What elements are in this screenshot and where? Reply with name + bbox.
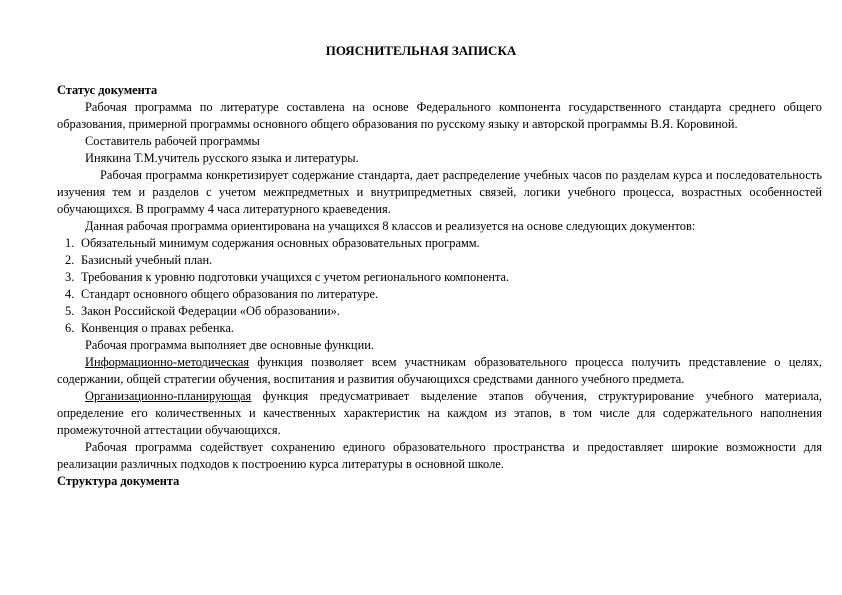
list-item-number: 6. — [65, 321, 75, 335]
list-item-text: Требования к уровню подготовки учащихся с учетом регионального компонента. — [81, 270, 510, 284]
document-body — [57, 82, 822, 490]
list-item-text: Конвенция о правах ребенка. — [81, 321, 234, 335]
compiler-name: Инякина Т.М.учитель русского языка и литературы. — [85, 151, 359, 165]
list-item — [65, 320, 822, 337]
list-item-number: 1. — [65, 236, 75, 250]
list-item — [65, 303, 822, 320]
info-function-text: функция позволяет всем участникам образовательного процесса получить представление о целях, содержании, общей стратегии обучения, воспитания и развития обучающихся средствами данного учебного предмета. — [57, 355, 822, 386]
org-function-text: функция предусматривает выделение этапов обучения, структурирование учебного материала, определение его количественных и качественных характеристик на каждом из этапов, в том числе для содержательного наполнения промежуточной аттестации обучающихся. — [57, 389, 822, 437]
paragraph-info-function — [57, 354, 822, 388]
list-item-text: Стандарт основного общего образования по литературе. — [81, 287, 379, 301]
list-item-number: 4. — [65, 287, 75, 301]
section-heading-status: Статус документа — [57, 83, 158, 97]
list-item-text: Базисный учебный план. — [81, 253, 213, 267]
list-item — [65, 269, 822, 286]
documents-list — [57, 235, 822, 337]
paragraph-functions: Рабочая программа выполняет две основные функции. — [85, 338, 374, 352]
paragraph-concretization: Рабочая программа конкретизирует содержание стандарта, дает распределение учебных часов по разделам курса и последовательность изучения тем и разделов с учетом межпредметных и внутрипредметных связей, логики учебного процесса, возрастных особенностей обучающихся. В программу 4 часа литературного краеведения. — [57, 168, 822, 216]
list-item-number: 3. — [65, 270, 75, 284]
paragraph-unity: Рабочая программа содействует сохранению единого образовательного пространства и предоставляет широкие возможности для реализации различных подходов к построению курса литературы в основной школе. — [57, 440, 822, 471]
list-item-text: Обязательный минимум содержания основных образовательных программ. — [81, 236, 480, 250]
compiler-label: Составитель рабочей программы — [85, 134, 260, 148]
list-item-number: 2. — [65, 253, 75, 267]
section-heading-structure: Структура документа — [57, 474, 180, 488]
document-title: ПОЯСНИТЕЛЬНАЯ ЗАПИСКА — [325, 43, 517, 58]
paragraph-orientation: Данная рабочая программа ориентирована на учащихся 8 классов и реализуется на основе следующих документов: — [85, 219, 696, 233]
paragraph-intro: Рабочая программа по литературе составлена на основе Федерального компонента государственного стандарта среднего общего образования, примерной программы основного общего образования по русскому языку и авторской программы В.Я. Коровиной. — [57, 100, 822, 131]
list-item-text: Закон Российской Федерации «Об образовании». — [81, 304, 340, 318]
list-item-number: 5. — [65, 304, 75, 318]
list-item — [65, 235, 822, 252]
list-item — [65, 252, 822, 269]
paragraph-org-function — [57, 388, 822, 439]
list-item — [65, 286, 822, 303]
org-function-term: Организационно-планирующая — [85, 389, 252, 403]
info-function-term: Информационно-методическая — [85, 355, 250, 369]
